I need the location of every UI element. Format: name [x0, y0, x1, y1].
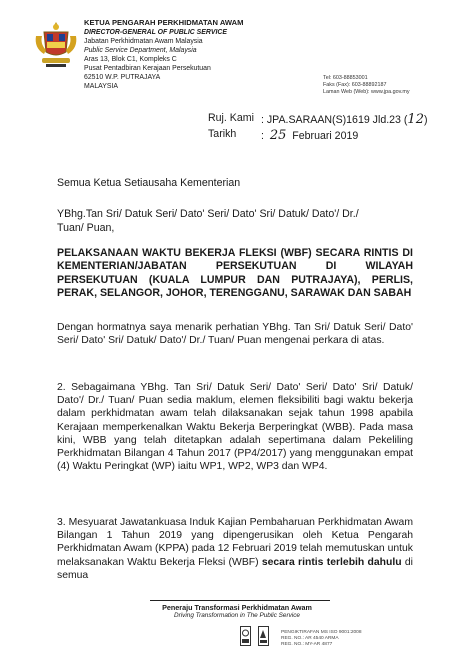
department-name: Jabatan Perkhidmatan Awam Malaysia: [84, 38, 203, 45]
paragraph-3-text: 3. Mesyuarat Jawatankuasa Induk Kajian Pembaharuan Perkhidmatan Awam Bilangan 1 Tahun 2019 yang dipengerusikan oleh Ketua Pengarah Perkhidmatan Awam (KPPA) pada 12 Februari 2019 telah memutuskan untuk melaksanakan Waktu Bekerja Fleksi (WBF): [57, 517, 413, 568]
telephone: Tel: 603-88853001: [323, 75, 368, 81]
certification-text: [281, 630, 362, 648]
footer-divider: [150, 600, 330, 601]
address-line-2: Pusat Pentadbiran Kerajaan Persekutuan: [84, 65, 211, 72]
certification-badge-icon: [240, 626, 251, 646]
address-line-4: MALAYSIA: [84, 83, 118, 90]
letterhead-title-english: DIRECTOR-GENERAL OF PUBLIC SERVICE: [84, 29, 227, 36]
date-colon: :: [261, 130, 264, 142]
salutation-line-1: YBhg.Tan Sri/ Datuk Seri/ Dato' Seri/ Dato' Sri/ Datuk/ Dato'/ Dr./: [57, 208, 359, 220]
letterhead-title: KETUA PENGARAH PERKHIDMATAN AWAM: [84, 18, 244, 27]
footer-motto: Peneraju Transformasi Perkhidmatan Awam: [162, 603, 312, 612]
reference-close: ): [423, 114, 428, 126]
salutation-line-2: Tuan/ Puan,: [57, 222, 115, 234]
reference-handwritten: 12: [407, 112, 424, 127]
paragraph-2: 2. Sebagaimana YBhg. Tan Sri/ Datuk Seri/ Dato' Seri/ Dato' Sri/ Datuk/ Dato'/ Dr./ Tuan/ Puan sedia maklum, elemen fleksibiliti bagi waktu bekerja dalam perkhidmatan awam telah dilaksanakan sejak tahun 1998 apabila Kerajaan memperkenalkan Waktu Bekerja Berperingkat (WBB). Pada masa kini, WBB yang telah ditetapkan adalah sepertimana dalam Pekeliling Perkhidmatan Bilangan 4 Tahun 2017 (PP4/2017) yang menggunakan empat (4) Waktu Peringkat (WP) iaitu WP1, WP2, WP3 dan WP4.: [57, 382, 413, 473]
address-line-1: Aras 13, Blok C1, Kompleks C: [84, 56, 177, 63]
certification-line-3: REG. NO.: MY-AR 4877: [281, 642, 333, 647]
date-line: [261, 128, 358, 143]
address-line-3: 62510 W.P. PUTRAJAYA: [84, 74, 161, 81]
certification-line-2: REG. NO.: AR 4540 ARMA: [281, 636, 339, 641]
date-value: Februari 2019: [292, 130, 359, 142]
website: Laman Web (Web): www.jpa.gov.my: [323, 89, 410, 95]
reference-value: : JPA.SARAAN(S)1619 Jld.23 (: [261, 114, 408, 126]
footer-motto-english: Driving Transformation in The Public Service: [174, 612, 300, 619]
recipient: Semua Ketua Setiausaha Kementerian: [57, 177, 241, 189]
date-label: Tarikh: [208, 128, 237, 140]
department-name-english: Public Service Department, Malaysia: [84, 47, 197, 54]
paragraph-1: Dengan hormatnya saya menarik perhatian YBhg. Tan Sri/ Datuk Seri/ Dato' Seri/ Dato' Sri/ Datuk/ Dato'/ Dr./ Tuan/ Puan mengenai perkara di atas.: [57, 322, 413, 347]
paragraph-3-emphasis: secara rintis terlebih dahulu: [261, 556, 402, 568]
reference-line: [261, 112, 428, 127]
reference-label: Ruj. Kami: [208, 112, 254, 124]
letter-subject: PELAKSANAAN WAKTU BEKERJA FLEKSI (WBF) SECARA RINTIS DI KEMENTERIAN/JABATAN PERSEKUTUAN DI WILAYAH PERSEKUTUAN (KUALA LUMPUR DAN PUTRAJAYA), PERLIS, PERAK, SELANGOR, JOHOR, TERENGGANU, SARAWAK DAN SABAH: [57, 247, 413, 299]
fax: Faks (Fax): 603-88892187: [323, 82, 387, 88]
malaysia-coat-of-arms-icon: [30, 18, 82, 70]
paragraph-3-text-end: di semua: [57, 556, 413, 581]
date-handwritten-day: 25: [269, 128, 287, 143]
quality-mark-icon: [258, 626, 269, 646]
certification-line-1: PENGIKTIRAFAN MS ISO 9001:2008: [281, 630, 362, 635]
paragraph-3: [57, 516, 413, 582]
